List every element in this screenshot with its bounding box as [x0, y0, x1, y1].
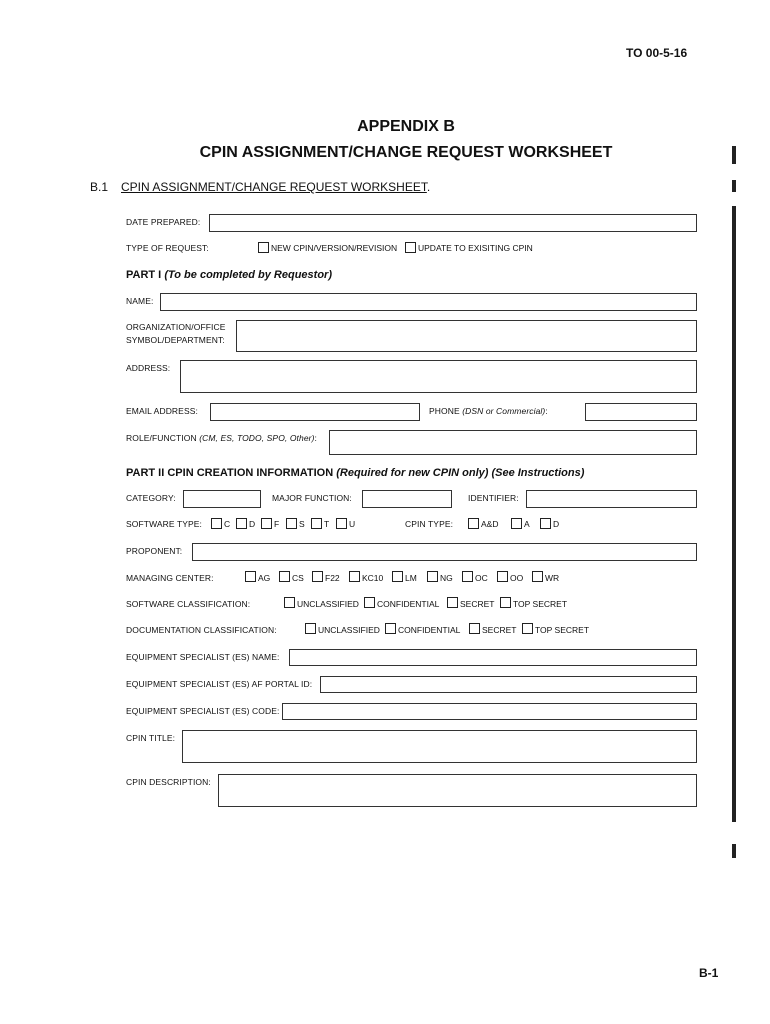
type-of-request-label: TYPE OF REQUEST: — [126, 243, 209, 253]
software-type-t-checkbox[interactable] — [311, 518, 322, 529]
date-prepared-label: DATE PREPARED: — [126, 217, 201, 227]
managing-center-ng-label: NG — [440, 573, 453, 583]
es-name-field[interactable] — [289, 649, 697, 666]
managing-center-wr-checkbox[interactable] — [532, 571, 543, 582]
software-confidential-checkbox[interactable] — [364, 597, 375, 608]
es-code-label: EQUIPMENT SPECIALIST (ES) CODE: — [126, 706, 280, 716]
software-type-s-checkbox[interactable] — [286, 518, 297, 529]
managing-center-ng-checkbox[interactable] — [427, 571, 438, 582]
organization-label-line1: ORGANIZATION/OFFICE — [126, 322, 226, 332]
cpin-description-label: CPIN DESCRIPTION: — [126, 777, 211, 787]
part1-heading — [126, 269, 332, 281]
software-top-secret-label: TOP SECRET — [513, 599, 568, 609]
managing-center-kc10-checkbox[interactable] — [349, 571, 360, 582]
cpin-type-label: CPIN TYPE: — [405, 519, 454, 529]
email-field[interactable] — [210, 403, 420, 421]
cpin-title-field[interactable] — [182, 730, 697, 763]
phone-label — [429, 406, 548, 416]
cpin-title-label: CPIN TITLE: — [126, 733, 176, 743]
software-type-f-label: F — [274, 519, 280, 529]
documentation-confidential-checkbox[interactable] — [385, 623, 396, 634]
cpin-type-ad-label: A&D — [481, 519, 499, 529]
address-label: ADDRESS: — [126, 363, 171, 373]
documentation-unclassified-checkbox[interactable] — [305, 623, 316, 634]
organization-field[interactable] — [236, 320, 697, 352]
managing-center-ag-label: AG — [258, 573, 271, 583]
date-prepared-field[interactable] — [209, 214, 697, 232]
page-number: B-1 — [699, 966, 719, 980]
name-label: NAME: — [126, 296, 154, 306]
software-unclassified-checkbox[interactable] — [284, 597, 295, 608]
phone-colon: : — [545, 406, 548, 416]
documentation-top-secret-checkbox[interactable] — [522, 623, 533, 634]
es-code-field[interactable] — [282, 703, 697, 720]
es-portal-field[interactable] — [320, 676, 697, 693]
role-label — [126, 433, 317, 443]
software-type-c-checkbox[interactable] — [211, 518, 222, 529]
part2-title: PART II CPIN CREATION INFORMATION — [126, 467, 334, 479]
managing-center-cs-label: CS — [292, 573, 304, 583]
major-function-label: MAJOR FUNCTION: — [272, 493, 352, 503]
address-field[interactable] — [180, 360, 697, 393]
documentation-secret-checkbox[interactable] — [469, 623, 480, 634]
documentation-top-secret-label: TOP SECRET — [535, 625, 590, 635]
software-top-secret-checkbox[interactable] — [500, 597, 511, 608]
identifier-field[interactable] — [526, 490, 697, 508]
appendix-title: APPENDIX B — [357, 118, 455, 135]
part2-heading — [126, 467, 584, 479]
part1-note: (To be completed by Requestor) — [164, 269, 332, 281]
proponent-label: PROPONENT: — [126, 546, 183, 556]
change-bar — [732, 146, 736, 164]
software-type-label: SOFTWARE TYPE: — [126, 519, 203, 529]
cpin-description-field[interactable] — [218, 774, 697, 807]
documentation-classification-label: DOCUMENTATION CLASSIFICATION: — [126, 625, 277, 635]
managing-center-wr-label: WR — [545, 573, 560, 583]
major-function-field[interactable] — [362, 490, 452, 508]
managing-center-oo-checkbox[interactable] — [497, 571, 508, 582]
software-type-c-label: C — [224, 519, 231, 529]
category-field[interactable] — [183, 490, 261, 508]
cpin-type-ad-checkbox[interactable] — [468, 518, 479, 529]
managing-center-lm-label: LM — [405, 573, 417, 583]
category-label: CATEGORY: — [126, 493, 176, 503]
email-label: EMAIL ADDRESS: — [126, 406, 198, 416]
software-unclassified-label: UNCLASSIFIED — [297, 599, 359, 609]
managing-center-oo-label: OO — [510, 573, 524, 583]
software-classification-label: SOFTWARE CLASSIFICATION: — [126, 599, 251, 609]
organization-label-line2: SYMBOL/DEPARTMENT: — [126, 335, 225, 345]
software-type-d-label: D — [249, 519, 256, 529]
software-confidential-label: CONFIDENTIAL — [377, 599, 440, 609]
software-type-f-checkbox[interactable] — [261, 518, 272, 529]
proponent-field[interactable] — [192, 543, 697, 561]
documentation-confidential-label: CONFIDENTIAL — [398, 625, 461, 635]
change-bar — [732, 206, 736, 822]
managing-center-cs-checkbox[interactable] — [279, 571, 290, 582]
managing-center-f22-checkbox[interactable] — [312, 571, 323, 582]
update-cpin-label: UPDATE TO EXISITING CPIN — [418, 243, 533, 253]
cpin-type-a-checkbox[interactable] — [511, 518, 522, 529]
software-type-d-checkbox[interactable] — [236, 518, 247, 529]
software-secret-label: SECRET — [460, 599, 495, 609]
role-label-text: ROLE/FUNCTION — [126, 433, 197, 443]
managing-center-oc-label: OC — [475, 573, 488, 583]
change-bar — [732, 844, 736, 858]
name-field[interactable] — [160, 293, 697, 311]
cpin-type-d-label: D — [553, 519, 560, 529]
software-type-u-checkbox[interactable] — [336, 518, 347, 529]
phone-label-text: PHONE — [429, 406, 460, 416]
es-portal-label: EQUIPMENT SPECIALIST (ES) AF PORTAL ID: — [126, 679, 313, 689]
section-number: B.1 — [90, 180, 109, 194]
managing-center-oc-checkbox[interactable] — [462, 571, 473, 582]
software-type-s-label: S — [299, 519, 305, 529]
section-heading-period: . — [426, 180, 431, 194]
change-bar — [732, 180, 736, 192]
managing-center-f22-label: F22 — [325, 573, 340, 583]
cpin-type-a-label: A — [524, 519, 530, 529]
es-name-label: EQUIPMENT SPECIALIST (ES) NAME: — [126, 652, 280, 662]
managing-center-ag-checkbox[interactable] — [245, 571, 256, 582]
role-note: (CM, ES, TODO, SPO, Other) — [199, 433, 315, 443]
section-heading — [121, 180, 430, 194]
phone-field[interactable] — [585, 403, 697, 421]
new-cpin-label: NEW CPIN/VERSION/REVISION — [271, 243, 398, 253]
managing-center-lm-checkbox[interactable] — [392, 571, 403, 582]
doc-number: TO 00-5-16 — [626, 46, 688, 60]
software-type-u-label: U — [349, 519, 356, 529]
part2-note: (Required for new CPIN only) (See Instructions) — [336, 467, 585, 479]
documentation-secret-label: SECRET — [482, 625, 517, 635]
role-colon: : — [314, 433, 317, 443]
new-cpin-checkbox[interactable] — [258, 242, 269, 253]
update-cpin-checkbox[interactable] — [405, 242, 416, 253]
identifier-label: IDENTIFIER: — [468, 493, 519, 503]
documentation-unclassified-label: UNCLASSIFIED — [318, 625, 380, 635]
software-secret-checkbox[interactable] — [447, 597, 458, 608]
part1-title: PART I — [126, 269, 162, 281]
cpin-type-d-checkbox[interactable] — [540, 518, 551, 529]
managing-center-kc10-label: KC10 — [362, 573, 384, 583]
worksheet-title: CPIN ASSIGNMENT/CHANGE REQUEST WORKSHEET — [199, 144, 613, 161]
software-type-t-label: T — [324, 519, 330, 529]
role-field[interactable] — [329, 430, 697, 455]
phone-note: (DSN or Commercial) — [462, 406, 546, 416]
managing-center-label: MANAGING CENTER: — [126, 573, 214, 583]
section-heading-text: CPIN ASSIGNMENT/CHANGE REQUEST WORKSHEET — [121, 180, 427, 194]
